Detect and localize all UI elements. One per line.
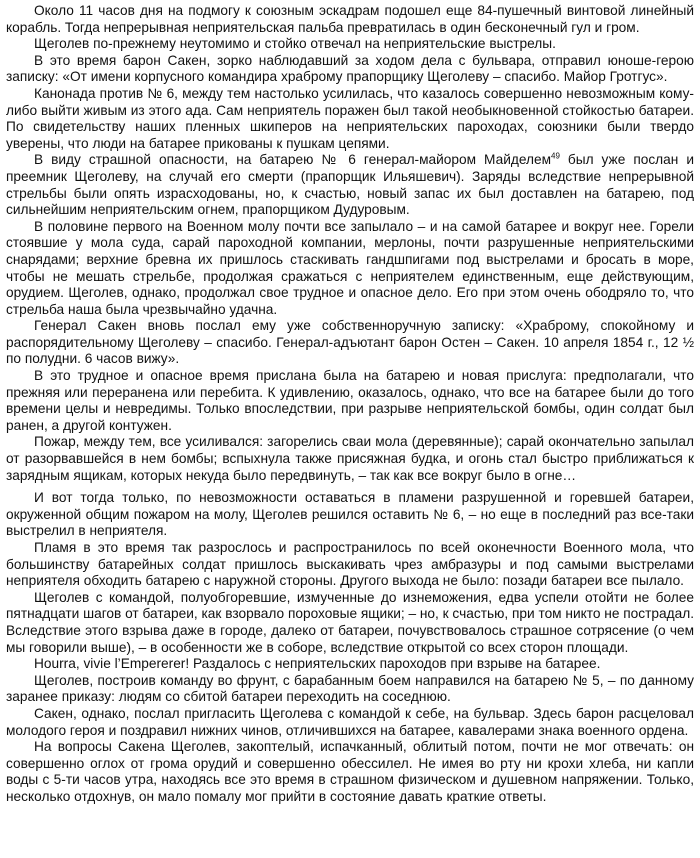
paragraph-12: Щеголев с командой, полуобгоревшие, измученные до изнеможения, едва успели отойти не более пятнадцати шагов от батареи, как взорвало пороховые ящики; – но, к счастью, при том никто не пострадал. Вследствие этого взрыва даже в городе, далеко от батареи, почувствовалось страшное сотрясение (о чем мы говорили выше), – в особенности же в соборе, вследствие открытой со всех сторон площади.	[6, 589, 694, 655]
paragraph-7: Генерал Сакен вновь послал ему уже собственноручную записку: «Храброму, спокойному и распорядительному Щеголеву – спасибо. Генерал-адъютант барон Остен – Сакен. 10 апреля 1854 г., 12 ½ по полудни. 6 часов вижу».	[6, 318, 694, 367]
paragraph-2: Щеголев по-прежнему неутомимо и стойко отвечал на неприятельские выстрелы.	[34, 36, 556, 52]
paragraph-9: Пожар, между тем, все усиливался: загорелись сваи мола (деревянные); сарай окончательно запылал от разорвавшейся в нем бомбы; вспыхнула также присяжная будка, и огонь стал быстро приближаться к зарядным ящикам, которых некуда было передвинуть, – так как все вокруг было в огне…	[6, 434, 694, 483]
paragraph-16: На вопросы Сакена Щеголев, закоптелый, испачканный, облитый потом, почти не мог отвечать: он совершенно оглох от грома орудий и совершенно обессилел. Не имея во рту ни крохи хлеба, ни капли воды с 5-ти часов утра, находясь все это время в страшном физическом и душевном напряжении. Только, несколько отдохнув, он мало помалу мог прийти в состояние давать краткие ответы.	[6, 739, 694, 804]
paragraph-14: Щеголев, построив команду во фрунт, с барабанным боем направился на батарею № 5, – по данному заранее приказу: людям со сбитой батареи переходить на соседнюю.	[6, 672, 694, 705]
paragraph-10: И вот тогда только, по невозможности оставаться в пламени разрушенной и горевшей батареи, окруженной общим пожаром на молу, Щеголев решился оставить № 6, – но еще в последний раз все-таки выстрелил в неприятеля.	[6, 490, 694, 539]
paragraph-6: В половине первого на Военном молу почти все запылало – и на самой батарее и вокруг нее. Горели стоявшие у мола суда, сарай пароходной компании, мерлоны, почти разрушенные неприятельскими снарядами; верхние бревна их пришлось стаскивать гандшпигами под выстрелами и бросать в море, чтобы не мешать стрельбе, продолжая сражаться с неприятелем единственным, еще действующим, орудием. Щеголев, однако, продолжал свое трудное и опасное дело. Его при этом очень ободряло то, что стрельба наша была чрезвычайно удачна.	[6, 218, 694, 317]
paragraph-15: Сакен, однако, послал пригласить Щеголева с командой к себе, на бульвар. Здесь барон расцеловал молодого героя и поздравил нижних чинов, отличившихся на батарее, кавалерами знака военного ордена.	[6, 705, 694, 738]
paragraph-5	[6, 152, 694, 218]
paragraph-5-text-after: был уже послан и преемник Щеголеву, на случай его смерти (прапорщик Ильяшевич). Заряды вследствие непрерывной стрельбы были опять израсходованы, но, к счастью, новый запас их был доставлен на батарею, под сильнейшим неприятельским огнем, прапорщиком Дудуровым.	[6, 152, 694, 218]
paragraph-1: Около 11 часов дня на подмогу к союзным эскадрам подошел еще 84-пушечный винтовой линейный корабль. Тогда непрерывная неприятельская пальба превратилась в один бесконечный гул и гром.	[6, 3, 694, 35]
document-page	[6, 3, 694, 806]
footnote-marker[interactable]: 49	[551, 151, 560, 161]
paragraph-4: Канонада против № 6, между тем настолько усилилась, что казалось совершенно невозможным кому-либо выйти живым из этого ада. Сам неприятель поражен был такой необыкновенной стойкостью батареи. По свидетельству наших пленных шкиперов на неприятельских пароходах, союзники были твердо уверены, что люди на батарее прикованы к пушкам цепями.	[6, 85, 694, 151]
paragraph-3: В это время барон Сакен, зорко наблюдавший за ходом дела с бульвара, отправил юноше-герою записку: «От имени корпусного командира храброму прапорщику Щеголеву – спасибо. Майор Гротгус».	[6, 52, 694, 85]
paragraph-11: Пламя в это время так разрослось и распространилось по всей оконечности Военного мола, что большинству батарейных солдат пришлось выскакивать чрез амбразуры и под самыми выстрелами неприятеля обходить батарею с наружной стороны. Другого выхода не было: позади батареи все пылало.	[6, 540, 694, 589]
paragraph-5-text-before: В виду страшной опасности, на батарею № 6 генерал-майором Майделем	[34, 152, 551, 168]
paragraph-13: Hourra, vivie l’Empererer! Раздалось с неприятельских пароходов при взрыве на батарее.	[34, 656, 601, 672]
paragraph-8: В это трудное и опасное время прислана была на батарею и новая прислуга: предполагали, что прежняя или переранена или перебита. К удивлению, оказалось, однако, что все на батарее были до того времени целы и невредимы. Только впоследствии, при разрыве неприятельской бомбы, один солдат был ранен, а другой контужен.	[6, 368, 694, 433]
